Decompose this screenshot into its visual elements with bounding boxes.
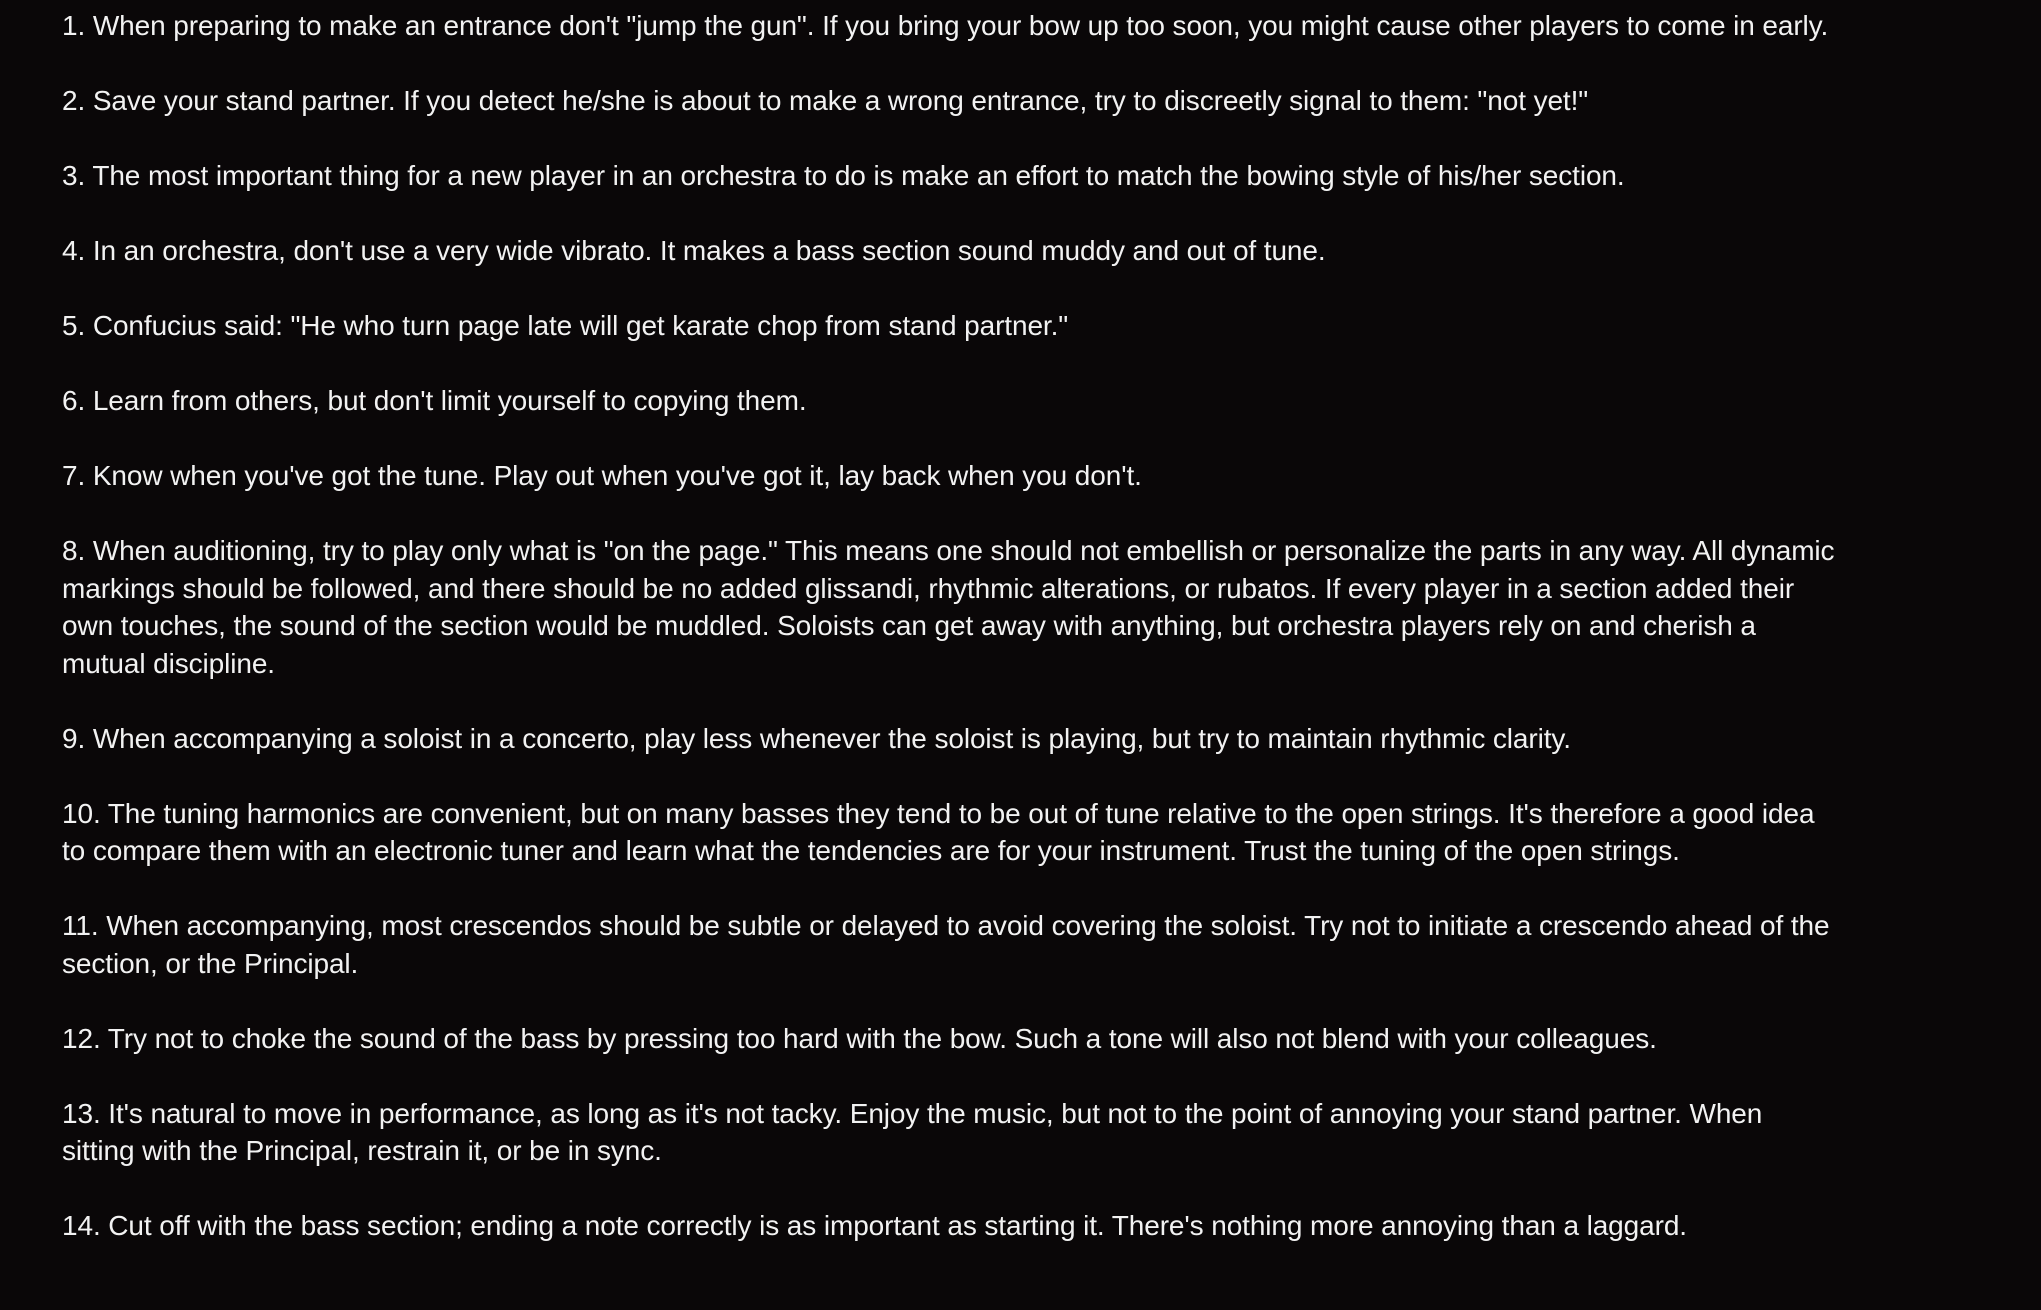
tip-5: 5. Confucius said: "He who turn page late will get karate chop from stand partner." [62,310,1069,341]
tip-14: 14. Cut off with the bass section; ending a note correctly is as important as starting it. There's nothing more annoying than a laggard. [62,1210,1687,1241]
tip-13: 13. It's natural to move in performance, as long as it's not tacky. Enjoy the music, but not to the point of annoying your stand partner. When sitting with the Principal, restrain it, or be in sync. [62,1097,1763,1166]
tip-12: 12. Try not to choke the sound of the bass by pressing too hard with the bow. Such a tone will also not blend with your colleagues. [62,1022,1657,1054]
tip-6: 6. Learn from others, but don't limit yourself to copying them. [62,385,807,416]
tip-10: 10. The tuning harmonics are convenient, but on many basses they tend to be out of tune relative to the open strings. It's therefore a good idea to compare them with an electronic tuner and learn what the tendencies are for your instrument. Trust the tuning of the open strings. [62,797,1815,866]
tip-9: 9. When accompanying a soloist in a concerto, play less whenever the soloist is playing, but try to maintain rhythmic clarity. [62,722,1571,754]
tip-1: 1. When preparing to make an entrance don't "jump the gun". If you bring your bow up too soon, you might cause other players to come in early. [62,10,1829,41]
tip-3: 3. The most important thing for a new player in an orchestra to do is make an effort to match the bowing style of his/her section. [62,160,1625,191]
tip-4: 4. In an orchestra, don't use a very wide vibrato. It makes a bass section sound muddy and out of tune. [62,235,1326,266]
tips-list [62,7,1842,1282]
tip-11: 11. When accompanying, most crescendos should be subtle or delayed to avoid covering the soloist. Try not to initiate a crescendo ahead of the section, or the Principal. [62,910,1830,979]
tip-8: 8. When auditioning, try to play only what is "on the page." This means one should not embellish or personalize the parts in any way. All dynamic markings should be followed, and there should be no added glissandi, rhythmic alterations, or rubatos. If every player in a section added their own touches, the sound of the section would be muddled. Soloists can get away with anything, but orchestra players rely on and cherish a mutual discipline. [62,535,1835,679]
tip-7: 7. Know when you've got the tune. Play out when you've got it, lay back when you don't. [62,460,1142,491]
tip-2: 2. Save your stand partner. If you detect he/she is about to make a wrong entrance, try to discreetly signal to them: "not yet!" [62,85,1589,116]
